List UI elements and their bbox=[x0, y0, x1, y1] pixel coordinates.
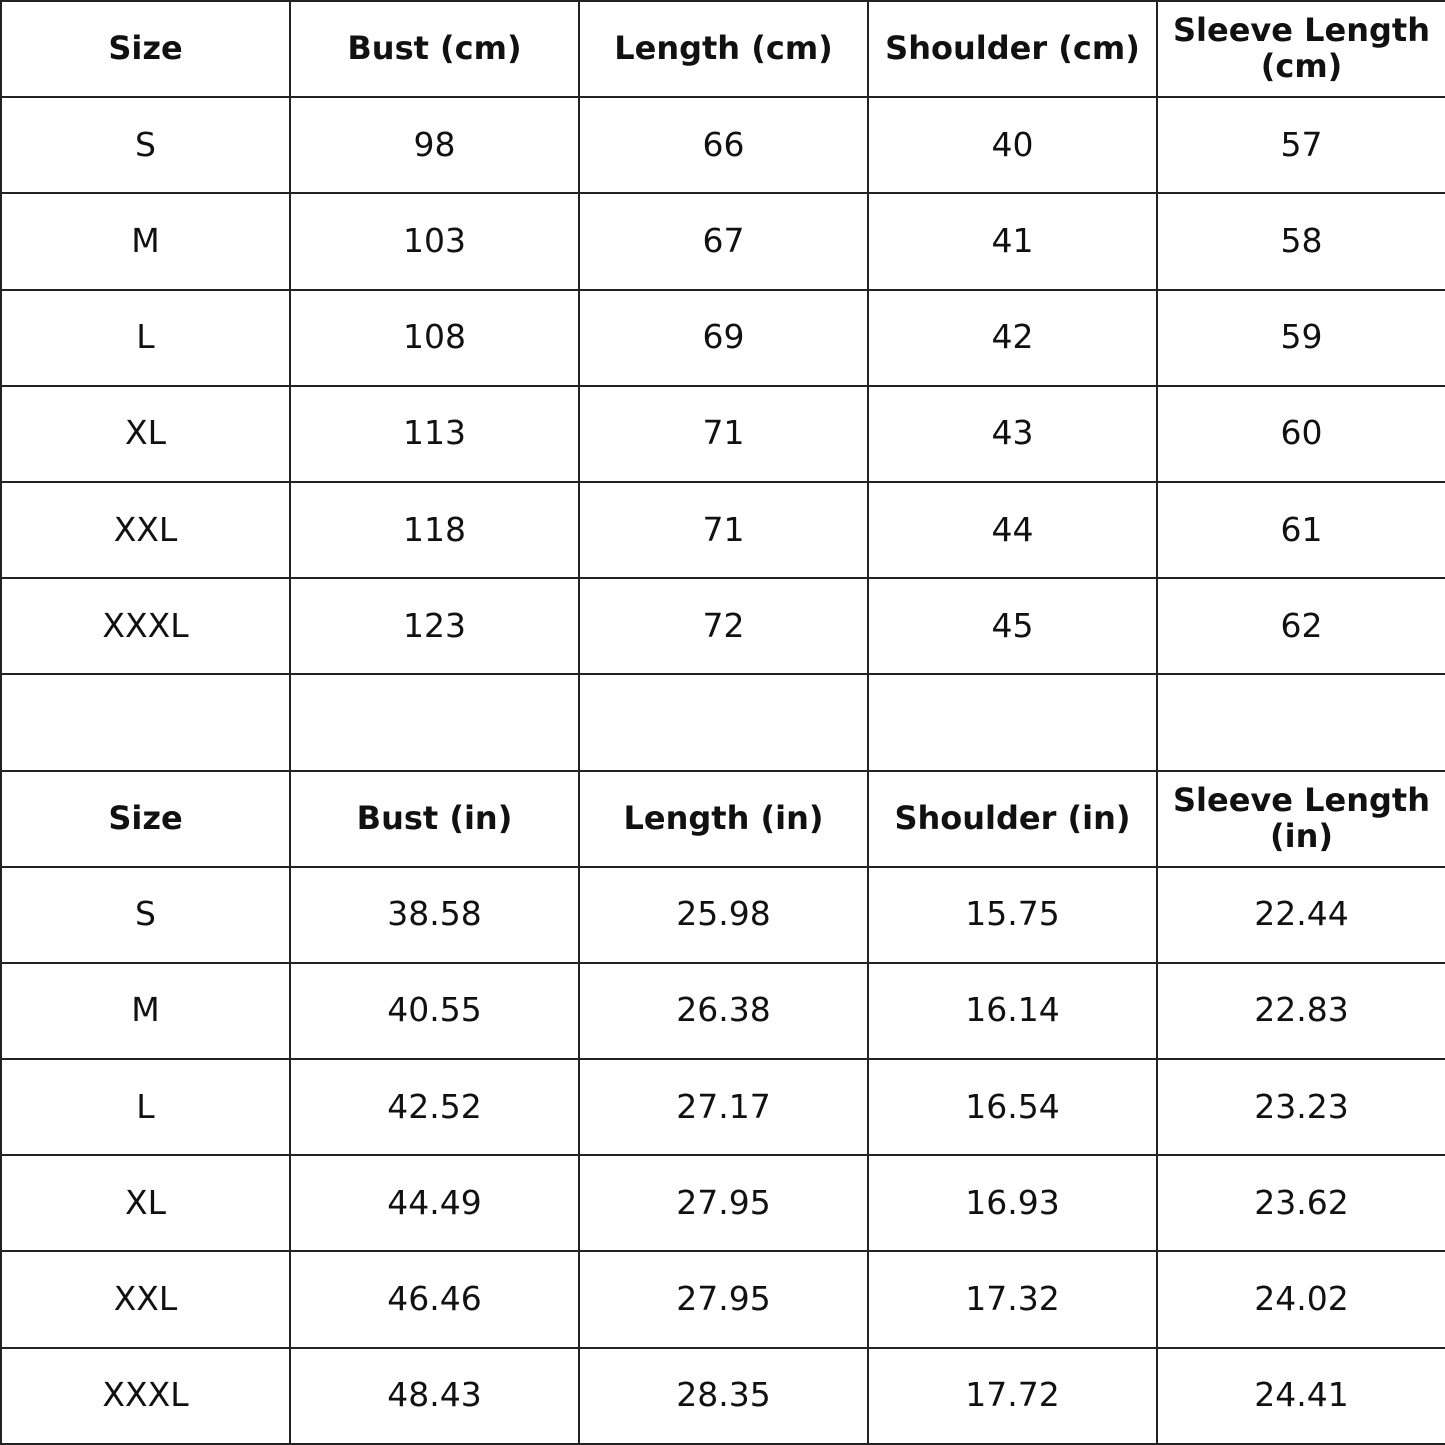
header-row bbox=[1, 771, 1445, 867]
table-cell: XXL bbox=[1, 1251, 290, 1347]
table-cell: XXXL bbox=[1, 578, 290, 674]
table-cell: 113 bbox=[290, 386, 579, 482]
table-cell: 59 bbox=[1157, 290, 1445, 386]
table-cell: 15.75 bbox=[868, 867, 1157, 963]
table-cell: 57 bbox=[1157, 97, 1445, 193]
table-cell: 48.43 bbox=[290, 1348, 579, 1444]
table-cell: 27.95 bbox=[579, 1251, 868, 1347]
table-cell: 40 bbox=[868, 97, 1157, 193]
table-cell: 25.98 bbox=[579, 867, 868, 963]
table-cell: L bbox=[1, 290, 290, 386]
table-cell: 17.32 bbox=[868, 1251, 1157, 1347]
table-row bbox=[1, 1155, 1445, 1251]
table-cell bbox=[1, 674, 290, 770]
table-row bbox=[1, 386, 1445, 482]
table-cell bbox=[579, 674, 868, 770]
table-cell: 60 bbox=[1157, 386, 1445, 482]
table-cell: 28.35 bbox=[579, 1348, 868, 1444]
table-cell: 26.38 bbox=[579, 963, 868, 1059]
header-cell: Length (in) bbox=[579, 771, 868, 867]
table-cell: 16.54 bbox=[868, 1059, 1157, 1155]
table-row bbox=[1, 482, 1445, 578]
table-cell: 22.44 bbox=[1157, 867, 1445, 963]
table-cell: 69 bbox=[579, 290, 868, 386]
table-row bbox=[1, 290, 1445, 386]
table-cell: 103 bbox=[290, 193, 579, 289]
table-cell: 45 bbox=[868, 578, 1157, 674]
table-cell: 71 bbox=[579, 482, 868, 578]
table-cell: 22.83 bbox=[1157, 963, 1445, 1059]
header-cell: Shoulder (cm) bbox=[868, 1, 1157, 97]
table-cell: 98 bbox=[290, 97, 579, 193]
table-row bbox=[1, 867, 1445, 963]
table-cell: S bbox=[1, 867, 290, 963]
table-cell: 72 bbox=[579, 578, 868, 674]
table-cell: 41 bbox=[868, 193, 1157, 289]
header-cell: Sleeve Length (in) bbox=[1157, 771, 1445, 867]
table-cell: 44 bbox=[868, 482, 1157, 578]
table-cell: 16.14 bbox=[868, 963, 1157, 1059]
table-row bbox=[1, 193, 1445, 289]
table-cell: 66 bbox=[579, 97, 868, 193]
table-cell bbox=[868, 674, 1157, 770]
header-cell: Size bbox=[1, 771, 290, 867]
table-cell: 27.17 bbox=[579, 1059, 868, 1155]
table-cell: 17.72 bbox=[868, 1348, 1157, 1444]
table-row bbox=[1, 1059, 1445, 1155]
header-cell: Bust (in) bbox=[290, 771, 579, 867]
table-cell: 62 bbox=[1157, 578, 1445, 674]
table-cell bbox=[290, 674, 579, 770]
header-cell: Bust (cm) bbox=[290, 1, 579, 97]
table-cell: XXL bbox=[1, 482, 290, 578]
table-row bbox=[1, 963, 1445, 1059]
table-cell: 61 bbox=[1157, 482, 1445, 578]
table-cell: 42 bbox=[868, 290, 1157, 386]
table-cell: 24.02 bbox=[1157, 1251, 1445, 1347]
table-cell: 16.93 bbox=[868, 1155, 1157, 1251]
header-cell: Sleeve Length (cm) bbox=[1157, 1, 1445, 97]
table-cell: M bbox=[1, 193, 290, 289]
header-cell: Shoulder (in) bbox=[868, 771, 1157, 867]
table-cell: XL bbox=[1, 1155, 290, 1251]
table-row bbox=[1, 578, 1445, 674]
table-cell bbox=[1157, 674, 1445, 770]
header-cell: Length (cm) bbox=[579, 1, 868, 97]
table-cell: 67 bbox=[579, 193, 868, 289]
size-chart-body bbox=[1, 1, 1445, 1444]
table-cell: 108 bbox=[290, 290, 579, 386]
table-row bbox=[1, 1251, 1445, 1347]
table-cell: 71 bbox=[579, 386, 868, 482]
table-cell: M bbox=[1, 963, 290, 1059]
table-cell: 58 bbox=[1157, 193, 1445, 289]
table-cell: 123 bbox=[290, 578, 579, 674]
table-cell: 118 bbox=[290, 482, 579, 578]
table-cell: 24.41 bbox=[1157, 1348, 1445, 1444]
table-cell: 46.46 bbox=[290, 1251, 579, 1347]
table-cell: 43 bbox=[868, 386, 1157, 482]
table-row bbox=[1, 1348, 1445, 1444]
table-cell: 40.55 bbox=[290, 963, 579, 1059]
table-cell: L bbox=[1, 1059, 290, 1155]
table-cell: 42.52 bbox=[290, 1059, 579, 1155]
table-cell: 44.49 bbox=[290, 1155, 579, 1251]
table-row bbox=[1, 97, 1445, 193]
header-cell: Size bbox=[1, 1, 290, 97]
table-cell: 27.95 bbox=[579, 1155, 868, 1251]
table-cell: 23.62 bbox=[1157, 1155, 1445, 1251]
header-row bbox=[1, 1, 1445, 97]
table-cell: XXXL bbox=[1, 1348, 290, 1444]
table-cell: 38.58 bbox=[290, 867, 579, 963]
spacer-row bbox=[1, 674, 1445, 770]
table-cell: 23.23 bbox=[1157, 1059, 1445, 1155]
table-cell: S bbox=[1, 97, 290, 193]
table-cell: XL bbox=[1, 386, 290, 482]
